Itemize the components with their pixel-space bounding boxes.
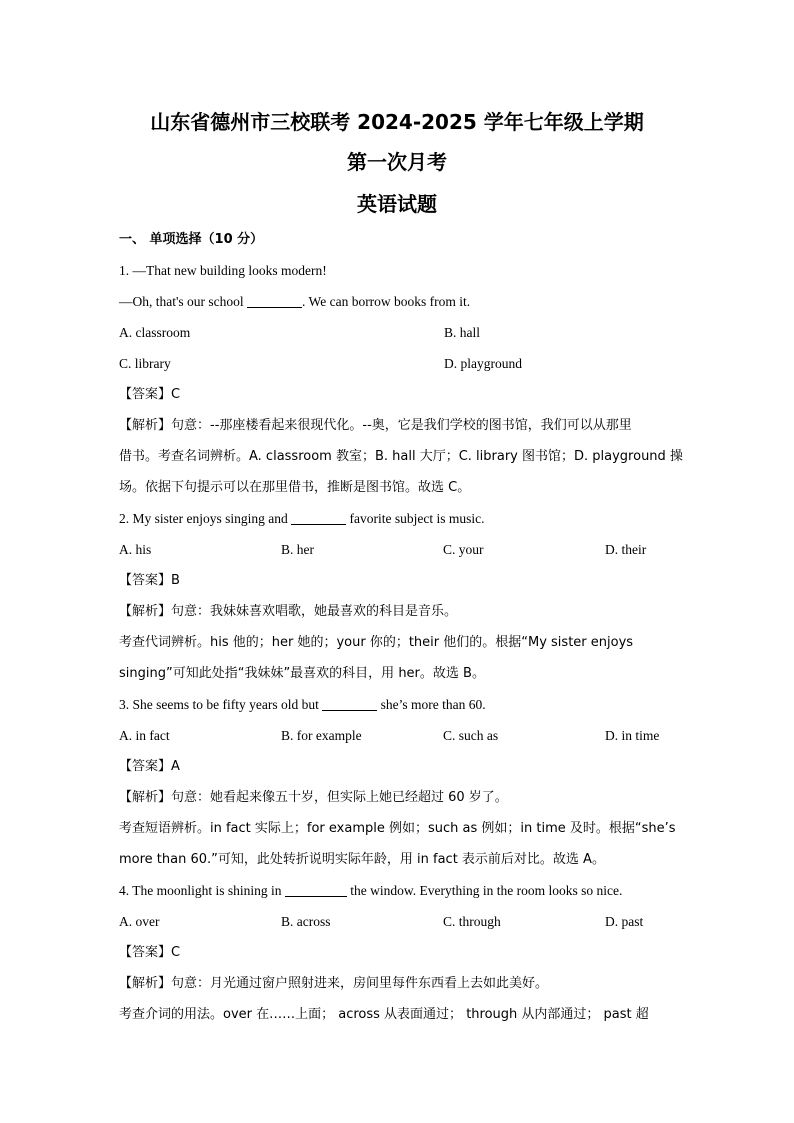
q4-option-c: C. through (443, 914, 501, 929)
q1-stem-post: . We can borrow books from it. (302, 294, 471, 309)
title-line-1: 山东省德州市三校联考 2024-2025 学年七年级上学期 (150, 110, 644, 134)
q1-explanation-3: 场。依据下句提示可以在那里借书，推断是图书馆。故选 C。 (119, 480, 471, 495)
q3-option-c: C. such as (443, 728, 499, 743)
q3-stem-pre: 3. She seems to be fifty years old but (119, 697, 323, 712)
q2-stem-pre: 2. My sister enjoys singing and (119, 511, 292, 526)
q4-explanation-2: 考查介词的用法。over 在……上面； across 从表面通过； through 从内部通过； past 超 (119, 1007, 649, 1022)
q1-options-row-1 (119, 317, 679, 348)
q1-option-b: B. hall (444, 325, 480, 340)
q3-answer: 【答案】A (119, 759, 180, 774)
q4-options-row (119, 906, 679, 937)
q2-answer-blank (291, 510, 346, 525)
q2-option-b: B. her (281, 542, 314, 557)
q1-options-row-2 (119, 348, 679, 379)
q2-answer: 【答案】B (119, 573, 180, 588)
q3-option-d: D. in time (605, 728, 660, 743)
question-list (119, 255, 683, 1030)
section-heading: 一、 单项选择（10 分） (119, 232, 264, 247)
q4-option-d: D. past (605, 914, 644, 929)
q1-option-a: A. classroom (119, 325, 191, 340)
q4-answer: 【答案】C (119, 945, 181, 960)
q2-stem (119, 503, 679, 534)
q4-option-b: B. across (281, 914, 331, 929)
q1-stem-line-2 (119, 286, 679, 317)
q3-option-a: A. in fact (119, 728, 170, 743)
q1-stem-line-1: 1. —That new building looks modern! (119, 263, 327, 278)
q2-explanation-3: singing”可知此处指“我妹妹”最喜欢的科目，用 her。故选 B。 (119, 666, 485, 681)
q2-option-c: C. your (443, 542, 484, 557)
q1-answer-blank (247, 293, 302, 308)
q4-stem-pre: 4. The moonlight is shining in (119, 883, 285, 898)
q1-option-c: C. library (119, 356, 171, 371)
q1-stem-pre: —Oh, that's our school (119, 294, 248, 309)
title-line-2: 第一次月考 (347, 150, 447, 174)
q4-option-a: A. over (119, 914, 160, 929)
q4-answer-blank (285, 882, 347, 897)
q2-option-a: A. his (119, 542, 152, 557)
q3-answer-blank (322, 696, 377, 711)
q3-explanation-2: 考查短语辨析。in fact 实际上；for example 例如；such as 例如；in time 及时。根据“she’s (119, 821, 676, 836)
q3-options-row (119, 720, 679, 751)
q1-answer: 【答案】C (119, 387, 181, 402)
q3-stem (119, 689, 679, 720)
q3-explanation-3: more than 60.”可知，此处转折说明实际年龄，用 in fact 表示前后对比。故选 A。 (119, 852, 605, 867)
q1-explanation-1: 【解析】句意：--那座楼看起来很现代化。--奥，它是我们学校的图书馆，我们可以从那里 (119, 418, 632, 433)
q3-explanation-1: 【解析】句意：她看起来像五十岁，但实际上她已经超过 60 岁了。 (119, 790, 508, 805)
q2-stem-post: favorite subject is music. (346, 511, 485, 526)
q2-options-row (119, 534, 679, 565)
q2-option-d: D. their (605, 542, 647, 557)
q4-stem-post: the window. Everything in the room looks so nice. (346, 883, 623, 898)
q2-explanation-1: 【解析】句意：我妹妹喜欢唱歌，她最喜欢的科目是音乐。 (119, 604, 458, 619)
q3-option-b: B. for example (281, 728, 362, 743)
q1-explanation-2: 借书。考查名词辨析。A. classroom 教室；B. hall 大厅；C. library 图书馆；D. playground 操 (119, 449, 683, 464)
q2-explanation-2: 考查代词辨析。his 他的；her 她的；your 你的；their 他们的。根据“My sister enjoys (119, 635, 634, 650)
title-line-3: 英语试题 (357, 192, 437, 216)
q3-stem-post: she’s more than 60. (377, 697, 486, 712)
q1-option-d: D. playground (444, 356, 522, 371)
q4-stem (119, 875, 679, 906)
q4-explanation-1: 【解析】句意：月光通过窗户照射进来，房间里每件东西看上去如此美好。 (119, 976, 549, 991)
